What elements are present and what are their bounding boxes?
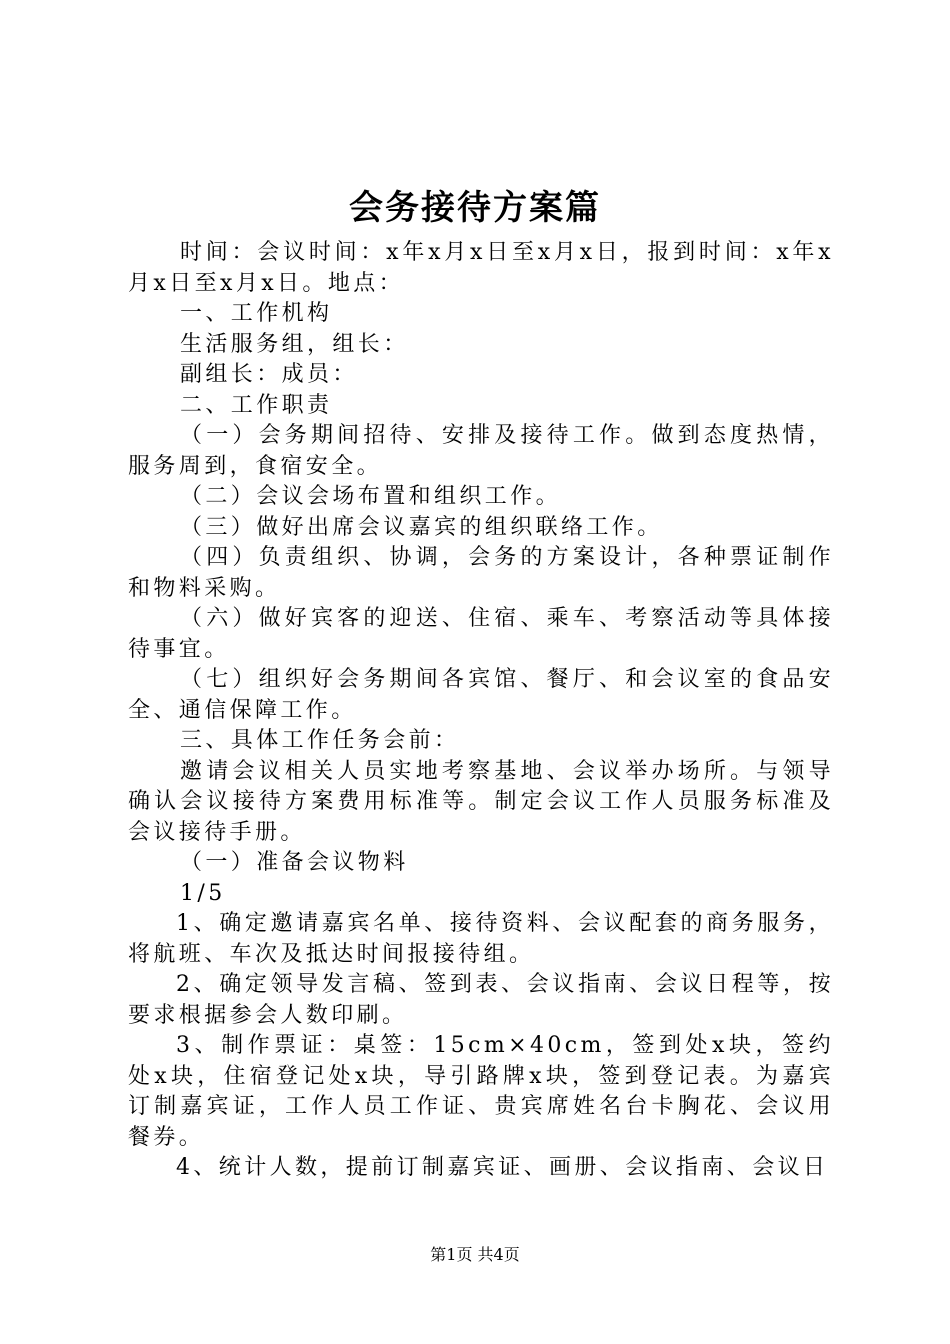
section-heading-organization: 一、工作机构 [180, 301, 333, 326]
duty-item-4: （四）负责组织、协调，会务的方案设计，各种票证制作和物料采购。 [128, 545, 834, 601]
duty-item-1: （一）会务期间招待、安排及接待工作。做到态度热情，服务周到，食宿安全。 [128, 423, 834, 479]
task-item-1: 1、确定邀请嘉宾名单、接待资料、会议配套的商务服务，将航班、车次及抵达时间报接待组。 [128, 911, 834, 967]
subheading-materials: （一）准备会议物料 [180, 850, 409, 875]
paragraph-invite: 邀请会议相关人员实地考察基地、会议举办场所。与领导确认会议接待方案费用标准等。制定会议工作人员服务标准及会议接待手册。 [128, 758, 834, 845]
task-item-4: 4、统计人数，提前订制嘉宾证、画册、会议指南、会议日 [176, 1155, 829, 1180]
document-body [128, 238, 834, 1184]
paragraph-time-location: 时间：会议时间：x年x月x日至x月x日，报到时间：x年x月x日至x月x日。地点： [128, 240, 834, 296]
task-item-3: 3、制作票证：桌签：15cm×40cm，签到处x块，签约处x块，住宿登记处x块，导引路牌x块，签到登记表。为嘉宾订制嘉宾证，工作人员工作证、贵宾席姓名台卡胸花、会议用餐券。 [128, 1033, 834, 1150]
task-item-2: 2、确定领导发言稿、签到表、会议指南、会议日程等，按要求根据参会人数印刷。 [128, 972, 834, 1028]
duty-item-3: （三）做好出席会议嘉宾的组织联络工作。 [180, 514, 663, 540]
duty-item-6: （六）做好宾客的迎送、住宿、乘车、考察活动等具体接待事宜。 [128, 606, 834, 662]
duty-item-7: （七）组织好会务期间各宾馆、餐厅、和会议室的食品安全、通信保障工作。 [128, 667, 834, 723]
page-fraction: 1/5 [180, 880, 226, 906]
paragraph-deputy-members: 副组长：成员： [180, 362, 358, 387]
duty-item-2: （二）会议会场布置和组织工作。 [180, 484, 562, 509]
section-heading-duties: 二、工作职责 [180, 392, 333, 418]
section-heading-tasks: 三、具体工作任务会前： [180, 728, 460, 753]
paragraph-service-group: 生活服务组，组长： [180, 331, 409, 357]
page-footer: 第1页 共4页 [430, 1245, 520, 1264]
document-title: 会务接待方案篇 [349, 188, 601, 228]
